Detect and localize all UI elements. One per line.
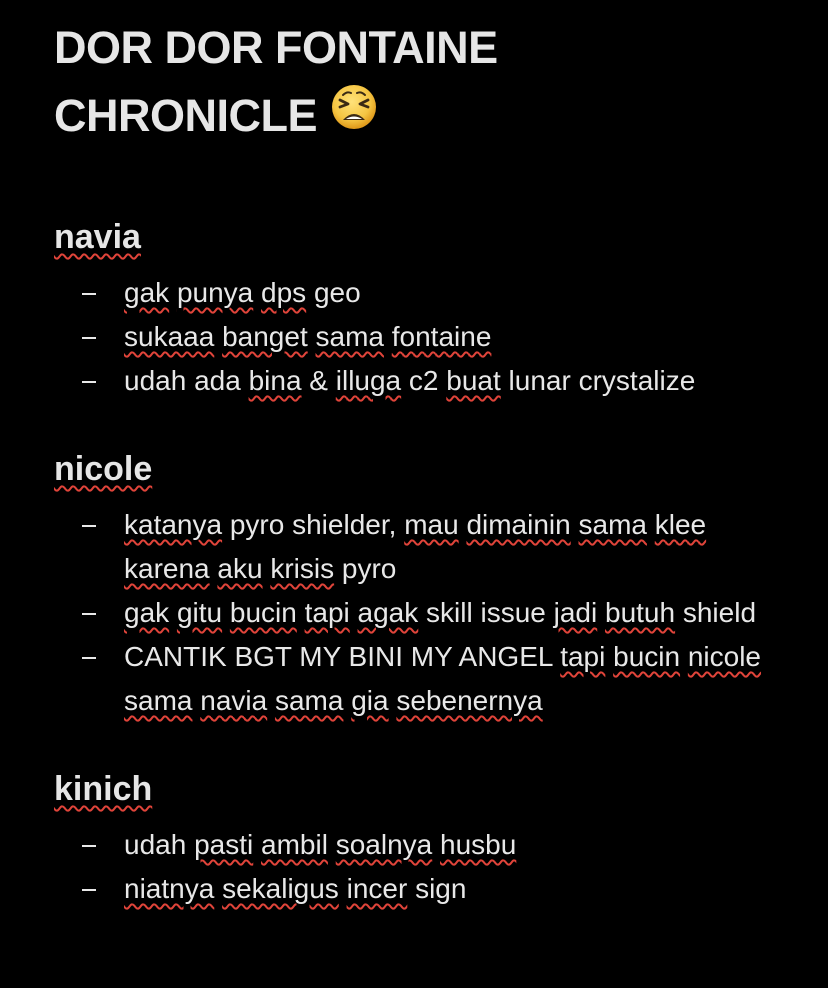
text-segment: udah [124, 829, 195, 861]
text-segment [169, 277, 177, 308]
text-segment [571, 509, 579, 540]
text-segment [339, 873, 347, 904]
misspelled-word: mau [404, 509, 459, 541]
text-segment: pyro [334, 553, 397, 585]
section-kinich [54, 767, 804, 911]
misspelled-word: aku [217, 553, 263, 585]
misspelled-word: karena [124, 553, 210, 585]
misspelled-word: nicole [687, 641, 762, 673]
title-line-2 [54, 82, 804, 153]
text-segment [328, 829, 336, 860]
misspelled-word: jadi [553, 597, 598, 629]
list-item[interactable] [54, 503, 784, 591]
text-segment [169, 597, 177, 628]
misspelled-word: gak [124, 277, 170, 309]
list-item[interactable] [54, 359, 784, 403]
text-segment [297, 597, 305, 628]
section-heading[interactable] [54, 215, 804, 259]
misspelled-word: husbu [440, 829, 517, 861]
misspelled-word: navia [200, 685, 268, 717]
misspelled-word: dps [261, 277, 307, 309]
misspelled-word: sama [274, 685, 344, 717]
text-segment [680, 641, 688, 672]
text-segment: geo [306, 277, 361, 309]
list-item[interactable] [54, 271, 784, 315]
text-segment [597, 597, 605, 628]
text-segment: udah ada [124, 365, 249, 397]
misspelled-word: punya [176, 277, 254, 309]
bullet-list [54, 503, 804, 723]
misspelled-word: illuga [335, 365, 402, 397]
bullet-list [54, 271, 804, 403]
misspelled-word: klee [654, 509, 707, 541]
text-segment [308, 321, 316, 352]
misspelled-word: tapi [304, 597, 350, 629]
text-segment: c2 [401, 365, 447, 397]
misspelled-word: sama [578, 509, 647, 541]
misspelled-word: sama [315, 321, 384, 353]
text-segment [432, 829, 440, 860]
section-nicole [54, 447, 804, 723]
text-segment [384, 321, 392, 352]
list-item[interactable] [54, 867, 784, 911]
title-line-1: DOR DOR FONTAINE [54, 22, 498, 73]
text-segment [253, 277, 261, 308]
text-segment: & [301, 365, 336, 397]
misspelled-word: fontaine [391, 321, 492, 353]
list-item[interactable] [54, 823, 784, 867]
text-segment [214, 873, 222, 904]
misspelled-word: pasti [194, 829, 254, 861]
misspelled-word: bina [248, 365, 302, 397]
misspelled-word: katanya [124, 509, 223, 541]
bullet-list [54, 823, 804, 911]
text-segment: lunar crystalize [500, 365, 696, 397]
misspelled-word: krisis [270, 553, 335, 585]
text-segment [605, 641, 613, 672]
misspelled-word: tapi [560, 641, 606, 673]
text-segment: sign [407, 873, 467, 905]
misspelled-word: buat [446, 365, 501, 397]
misspelled-word: incer [346, 873, 408, 905]
section-heading-text: nicole [54, 450, 153, 489]
misspelled-word: bucin [613, 641, 681, 673]
list-item[interactable] [54, 635, 784, 723]
page-title[interactable] [54, 14, 804, 153]
text-segment [222, 597, 230, 628]
list-item[interactable] [54, 591, 784, 635]
misspelled-word: niatnya [124, 873, 215, 905]
misspelled-word: gitu [176, 597, 223, 629]
misspelled-word: ambil [261, 829, 328, 861]
section-heading[interactable] [54, 447, 804, 491]
misspelled-word: banget [222, 321, 308, 353]
text-segment: pyro shielder, [222, 509, 405, 541]
section-heading[interactable] [54, 767, 804, 811]
text-segment [214, 321, 222, 352]
text-segment [647, 509, 655, 540]
section-navia [54, 215, 804, 403]
text-segment: skill issue [418, 597, 554, 629]
text-segment [267, 685, 275, 716]
text-segment [253, 829, 261, 860]
tired-face-emoji-icon [331, 81, 377, 149]
misspelled-word: butuh [605, 597, 676, 629]
misspelled-word: gak [124, 597, 170, 629]
list-item[interactable] [54, 315, 784, 359]
text-segment: CANTIK BGT MY BINI MY ANGEL [124, 641, 561, 673]
misspelled-word: bucin [229, 597, 297, 629]
section-heading-text: kinich [54, 770, 153, 809]
misspelled-word: sama [124, 685, 193, 717]
misspelled-word: sukaaa [124, 321, 215, 353]
misspelled-word: soalnya [335, 829, 433, 861]
misspelled-word: sebenernya [396, 685, 543, 717]
text-segment: shield [675, 597, 757, 629]
title-line-2-text: CHRONICLE [54, 90, 317, 141]
note-document[interactable] [54, 14, 804, 911]
misspelled-word: gia [351, 685, 389, 717]
misspelled-word: dimainin [466, 509, 571, 541]
misspelled-word: agak [357, 597, 419, 629]
text-segment [350, 597, 358, 628]
misspelled-word: sekaligus [222, 873, 339, 905]
section-heading-text: navia [54, 218, 141, 257]
